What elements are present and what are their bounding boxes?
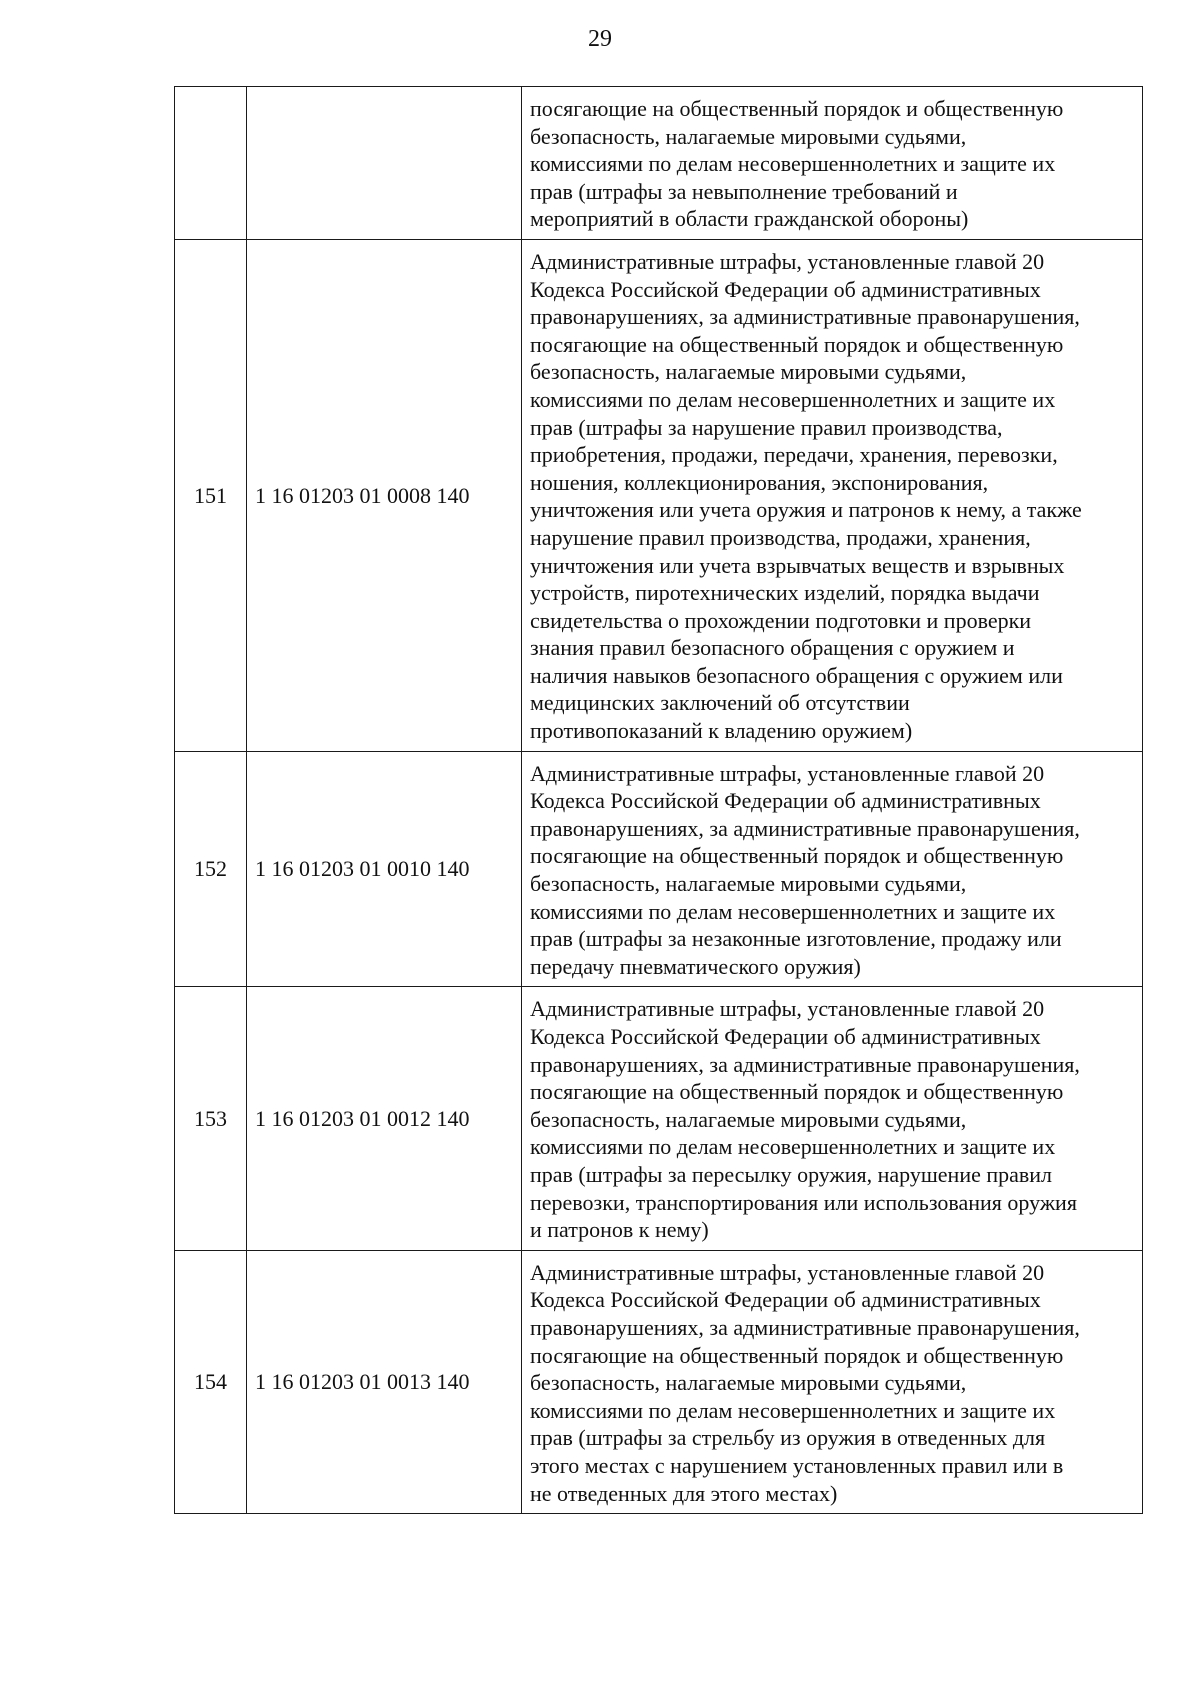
- description-line: правонарушениях, за административные правонарушения,: [530, 1051, 1080, 1077]
- codes-table: [174, 86, 1143, 1514]
- budget-code-cell: 1 16 01203 01 0013 140: [247, 1250, 522, 1513]
- budget-code-cell: 1 16 01203 01 0008 140: [247, 239, 522, 751]
- description-line: противопоказаний к владению оружием): [530, 718, 913, 744]
- table-row: [175, 987, 1143, 1250]
- description-line: уничтожения или учета взрывчатых веществ и взрывных: [530, 552, 1065, 578]
- description-line: перевозки, транспортирования или использования оружия: [530, 1189, 1077, 1215]
- description-line: безопасность, налагаемые мировыми судьями,: [530, 1106, 967, 1132]
- table-row: [175, 239, 1143, 751]
- description-line: посягающие на общественный порядок и общественную: [530, 843, 1064, 869]
- description-line: знания правил безопасного обращения с оружием и: [530, 635, 1015, 661]
- table-row: [175, 751, 1143, 987]
- description-line: посягающие на общественный порядок и общественную: [530, 331, 1064, 357]
- description-cell: [522, 239, 1143, 751]
- budget-code-cell: 1 16 01203 01 0010 140: [247, 751, 522, 987]
- description-line: Кодекса Российской Федерации об административных: [530, 276, 1041, 302]
- description-line: посягающие на общественный порядок и общественную: [530, 1079, 1064, 1105]
- description-cell: [522, 751, 1143, 987]
- description-line: ношения, коллекционирования, экспонирования,: [530, 469, 989, 495]
- table-row: [175, 87, 1143, 240]
- description-line: Административные штрафы, установленные главой 20: [530, 248, 1045, 274]
- description-line: посягающие на общественный порядок и общественную: [530, 96, 1064, 121]
- description-line: безопасность, налагаемые мировыми судьями,: [530, 871, 967, 897]
- description-line: прав (штрафы за нарушение правил производства,: [530, 414, 1003, 440]
- description-line: безопасность, налагаемые мировыми судьями,: [530, 1370, 967, 1396]
- description-line: комиссиями по делам несовершеннолетних и защите их: [530, 1134, 1056, 1160]
- table-row: [175, 1250, 1143, 1513]
- description-line: Кодекса Российской Федерации об административных: [530, 788, 1041, 814]
- description-line: безопасность, налагаемые мировыми судьями,: [530, 123, 967, 149]
- description-line: Кодекса Российской Федерации об административных: [530, 1024, 1041, 1049]
- description-line: комиссиями по делам несовершеннолетних и защите их: [530, 1397, 1056, 1423]
- description-line: комиссиями по делам несовершеннолетних и защите их: [530, 386, 1056, 412]
- description-line: и патронов к нему): [530, 1217, 709, 1243]
- description-line: прав (штрафы за пересылку оружия, нарушение правил: [530, 1161, 1053, 1187]
- description-line: посягающие на общественный порядок и общественную: [530, 1342, 1064, 1368]
- description-line: приобретения, продажи, передачи, хранения, перевозки,: [530, 442, 1058, 468]
- description-line: устройств, пиротехнических изделий, порядка выдачи: [530, 580, 1040, 606]
- description-line: не отведенных для этого местах): [530, 1480, 838, 1506]
- description-line: свидетельства о прохождении подготовки и проверки: [530, 607, 1032, 633]
- description-line: мероприятий в области гражданской обороны): [530, 206, 969, 232]
- description-cell: [522, 1250, 1143, 1513]
- description-line: безопасность, налагаемые мировыми судьями,: [530, 359, 967, 385]
- page-number: 29: [588, 26, 612, 52]
- description-line: правонарушениях, за административные правонарушения,: [530, 1314, 1080, 1340]
- description-line: Административные штрафы, установленные главой 20: [530, 1259, 1045, 1285]
- row-number-cell: 154: [175, 1250, 247, 1513]
- description-line: нарушение правил производства, продажи, хранения,: [530, 524, 1031, 550]
- description-line: правонарушениях, за административные правонарушения,: [530, 815, 1080, 841]
- description-cell: [522, 987, 1143, 1250]
- description-line: прав (штрафы за незаконные изготовление, продажу или: [530, 926, 1062, 952]
- description-line: прав (штрафы за стрельбу из оружия в отведенных для: [530, 1425, 1046, 1451]
- description-line: медицинских заключений об отсутствии: [530, 690, 910, 716]
- row-number-cell: 151: [175, 239, 247, 751]
- description-line: передачу пневматического оружия): [530, 953, 861, 979]
- row-number-cell: [175, 87, 247, 240]
- budget-code-cell: 1 16 01203 01 0012 140: [247, 987, 522, 1250]
- description-line: Административные штрафы, установленные главой 20: [530, 996, 1045, 1022]
- description-line: правонарушениях, за административные правонарушения,: [530, 304, 1080, 330]
- description-line: Кодекса Российской Федерации об административных: [530, 1287, 1041, 1313]
- description-line: комиссиями по делам несовершеннолетних и защите их: [530, 151, 1056, 177]
- description-line: наличия навыков безопасного обращения с оружием или: [530, 662, 1063, 688]
- budget-code-cell: [247, 87, 522, 240]
- description-line: Административные штрафы, установленные главой 20: [530, 760, 1045, 786]
- description-line: прав (штрафы за невыполнение требований и: [530, 178, 958, 204]
- table-body: [175, 87, 1143, 1514]
- description-line: уничтожения или учета оружия и патронов к нему, а также: [530, 497, 1082, 523]
- row-number-cell: 153: [175, 987, 247, 1250]
- description-line: комиссиями по делам несовершеннолетних и защите их: [530, 898, 1056, 924]
- description-cell: [522, 87, 1143, 240]
- row-number-cell: 152: [175, 751, 247, 987]
- description-line: этого местах с нарушением установленных правил или в: [530, 1452, 1064, 1478]
